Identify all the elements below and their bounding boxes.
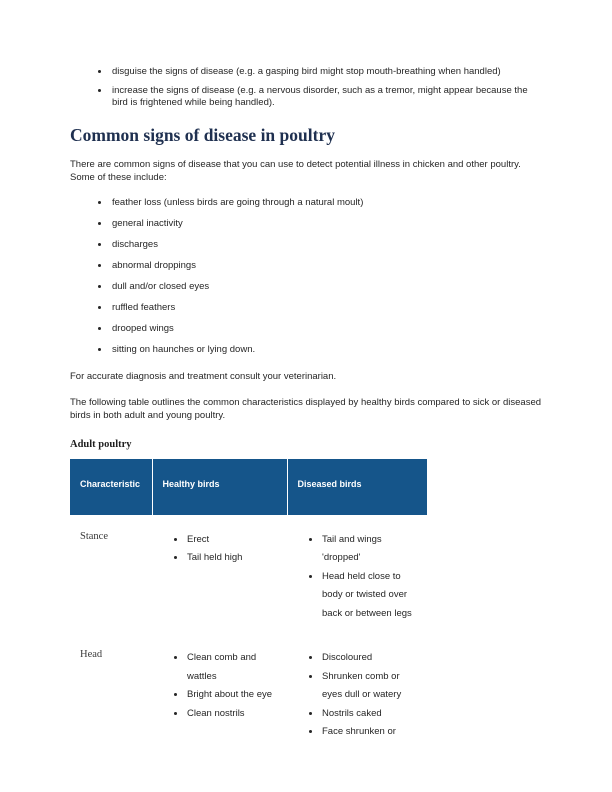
- table-caption: Adult poultry: [70, 438, 132, 450]
- poultry-comparison-table: [70, 459, 427, 752]
- list-item: • disguise the signs of disease (e.g. a gasping bird might stop mouth-breathing when handled): [110, 66, 542, 78]
- cell-healthy: [152, 633, 287, 752]
- list-item: • Face shrunken or: [321, 723, 419, 742]
- list-item: • discharges: [110, 239, 542, 251]
- header-cell-healthy-birds: Healthy birds: [152, 459, 287, 515]
- list-item: • Bright about the eye: [186, 686, 279, 705]
- cell-bullet-list: [162, 531, 279, 568]
- intro-paragraph: There are common signs of disease that you can use to detect potential illness in chicken and other poultry. Some of these include:: [70, 158, 521, 183]
- cell-characteristic: Stance: [70, 515, 152, 634]
- table-intro-paragraph: The following table outlines the common characteristics displayed by healthy birds compared to sick or diseased birds in both adult and young poultry.: [70, 397, 542, 421]
- list-item: • drooped wings: [110, 323, 542, 335]
- list-item: • Discoloured: [321, 649, 419, 668]
- cell-characteristic: Head: [70, 633, 152, 752]
- list-item: • Tail and wings 'dropped': [321, 531, 419, 568]
- cell-diseased: [287, 515, 427, 634]
- signs-list: [70, 197, 542, 355]
- cell-bullet-list: [297, 649, 419, 742]
- header-cell-characteristic: Characteristic: [70, 459, 152, 515]
- list-item: • ruffled feathers: [110, 302, 542, 314]
- list-item: • general inactivity: [110, 218, 542, 230]
- list-item: • Nostrils caked: [321, 705, 419, 724]
- list-item: • dull and/or closed eyes: [110, 281, 542, 293]
- top-bullet-list: [70, 66, 542, 109]
- list-item: • feather loss (unless birds are going through a natural moult): [110, 197, 542, 209]
- table-row-stance: [70, 515, 427, 634]
- section-heading: Common signs of disease in poultry: [70, 124, 335, 145]
- table-row-head: [70, 633, 427, 752]
- header-cell-diseased-birds: Diseased birds: [287, 459, 427, 515]
- list-item: • Tail held high: [186, 549, 279, 568]
- list-item: • Shrunken comb or eyes dull or watery: [321, 668, 419, 705]
- cell-bullet-list: [297, 531, 419, 624]
- cell-diseased: [287, 633, 427, 752]
- list-item: • Erect: [186, 531, 279, 550]
- table-header-row: [70, 459, 427, 515]
- vet-advice-paragraph: For accurate diagnosis and treatment consult your veterinarian.: [70, 371, 337, 383]
- cell-bullet-list: [162, 649, 279, 723]
- list-item: • increase the signs of disease (e.g. a nervous disorder, such as a tremor, might appear because the bird is frightened while being handled).: [110, 85, 542, 109]
- list-item: • sitting on haunches or lying down.: [110, 344, 542, 356]
- list-item: • abnormal droppings: [110, 260, 542, 272]
- list-item: • Head held close to body or twisted over back or between legs: [321, 568, 419, 624]
- list-item: • Clean nostrils: [186, 705, 279, 724]
- list-item: • Clean comb and wattles: [186, 649, 279, 686]
- cell-healthy: [152, 515, 287, 634]
